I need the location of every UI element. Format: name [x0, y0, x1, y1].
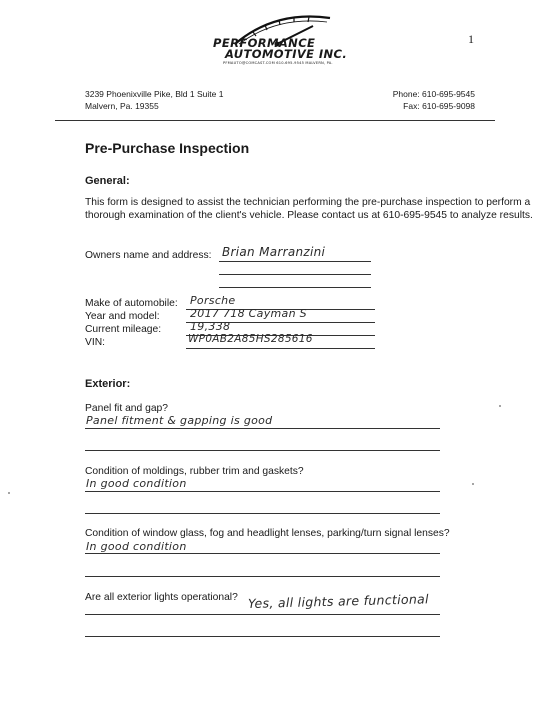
- answer-moldings[interactable]: In good condition: [86, 477, 187, 490]
- question-moldings: Condition of moldings, rubber trim and gaskets?: [85, 466, 304, 477]
- company-name: [213, 38, 347, 60]
- intro-paragraph: This form is designed to assist the technician performing the pre-purchase inspection to perform a thorough examination of the client's vehicle. Please contact us at 610-695-9545 to analyze results.: [85, 197, 533, 221]
- answer-line-4b: [85, 636, 440, 637]
- year-value[interactable]: 2017 718 Cayman S: [190, 307, 307, 320]
- fax-number: Fax: 610-695-9098: [403, 100, 475, 111]
- scan-speck: [472, 483, 474, 485]
- answer-line-3a: [85, 553, 440, 554]
- answer-line-1b: [85, 450, 440, 451]
- company-tagline: PFMAUTO@COMCAST.COM 610-695-9545 MALVERN, PA.: [223, 61, 333, 65]
- answer-panel-fit[interactable]: Panel fitment & gapping is good: [86, 414, 273, 427]
- owner-value[interactable]: Brian Marranzini: [222, 245, 326, 259]
- answer-lights[interactable]: Yes, all lights are functional: [247, 591, 429, 611]
- page-number: 1: [468, 32, 474, 46]
- vin-line: [186, 348, 375, 349]
- company-logo: [205, 8, 375, 70]
- scan-speck: [499, 405, 501, 407]
- answer-line-2b: [85, 513, 440, 514]
- answer-glass[interactable]: In good condition: [86, 540, 187, 553]
- company-name-line1: PERFORMANCE: [213, 36, 316, 50]
- answer-line-2a: [85, 491, 440, 492]
- vin-label: VIN:: [85, 337, 106, 348]
- make-value[interactable]: Porsche: [190, 294, 236, 307]
- answer-line-4a: [85, 614, 440, 615]
- company-contact: [393, 89, 475, 112]
- owner-line-3: [219, 287, 371, 288]
- make-label: Make of automobile:: [85, 298, 178, 309]
- mileage-value[interactable]: 19,338: [190, 320, 231, 333]
- address-line2: Malvern, Pa. 19355: [85, 100, 159, 111]
- exterior-heading: Exterior:: [85, 378, 131, 390]
- vin-value[interactable]: WP0AB2A85HS285616: [188, 333, 313, 345]
- question-lights: Are all exterior lights operational?: [85, 592, 238, 603]
- mileage-label: Current mileage:: [85, 324, 162, 335]
- company-address: [85, 89, 223, 112]
- answer-line-1a: [85, 428, 440, 429]
- owner-line-2: [219, 274, 371, 275]
- company-name-line2: AUTOMOTIVE INC.: [225, 47, 348, 61]
- header-divider: [55, 120, 495, 121]
- general-heading: General:: [85, 175, 130, 187]
- owner-label: Owners name and address:: [85, 250, 212, 261]
- question-glass: Condition of window glass, fog and headlight lenses, parking/turn signal lenses?: [85, 528, 450, 539]
- year-label: Year and model:: [85, 311, 160, 322]
- phone-number: Phone: 610-695-9545: [392, 89, 475, 99]
- scan-speck: [8, 492, 10, 494]
- owner-line-1: [219, 261, 371, 262]
- address-line1: 3239 Phoenixville Pike, Bld 1 Suite 1: [85, 89, 224, 99]
- question-panel-fit: Panel fit and gap?: [85, 403, 169, 414]
- page-title: Pre-Purchase Inspection: [85, 140, 250, 156]
- answer-line-3b: [85, 576, 440, 577]
